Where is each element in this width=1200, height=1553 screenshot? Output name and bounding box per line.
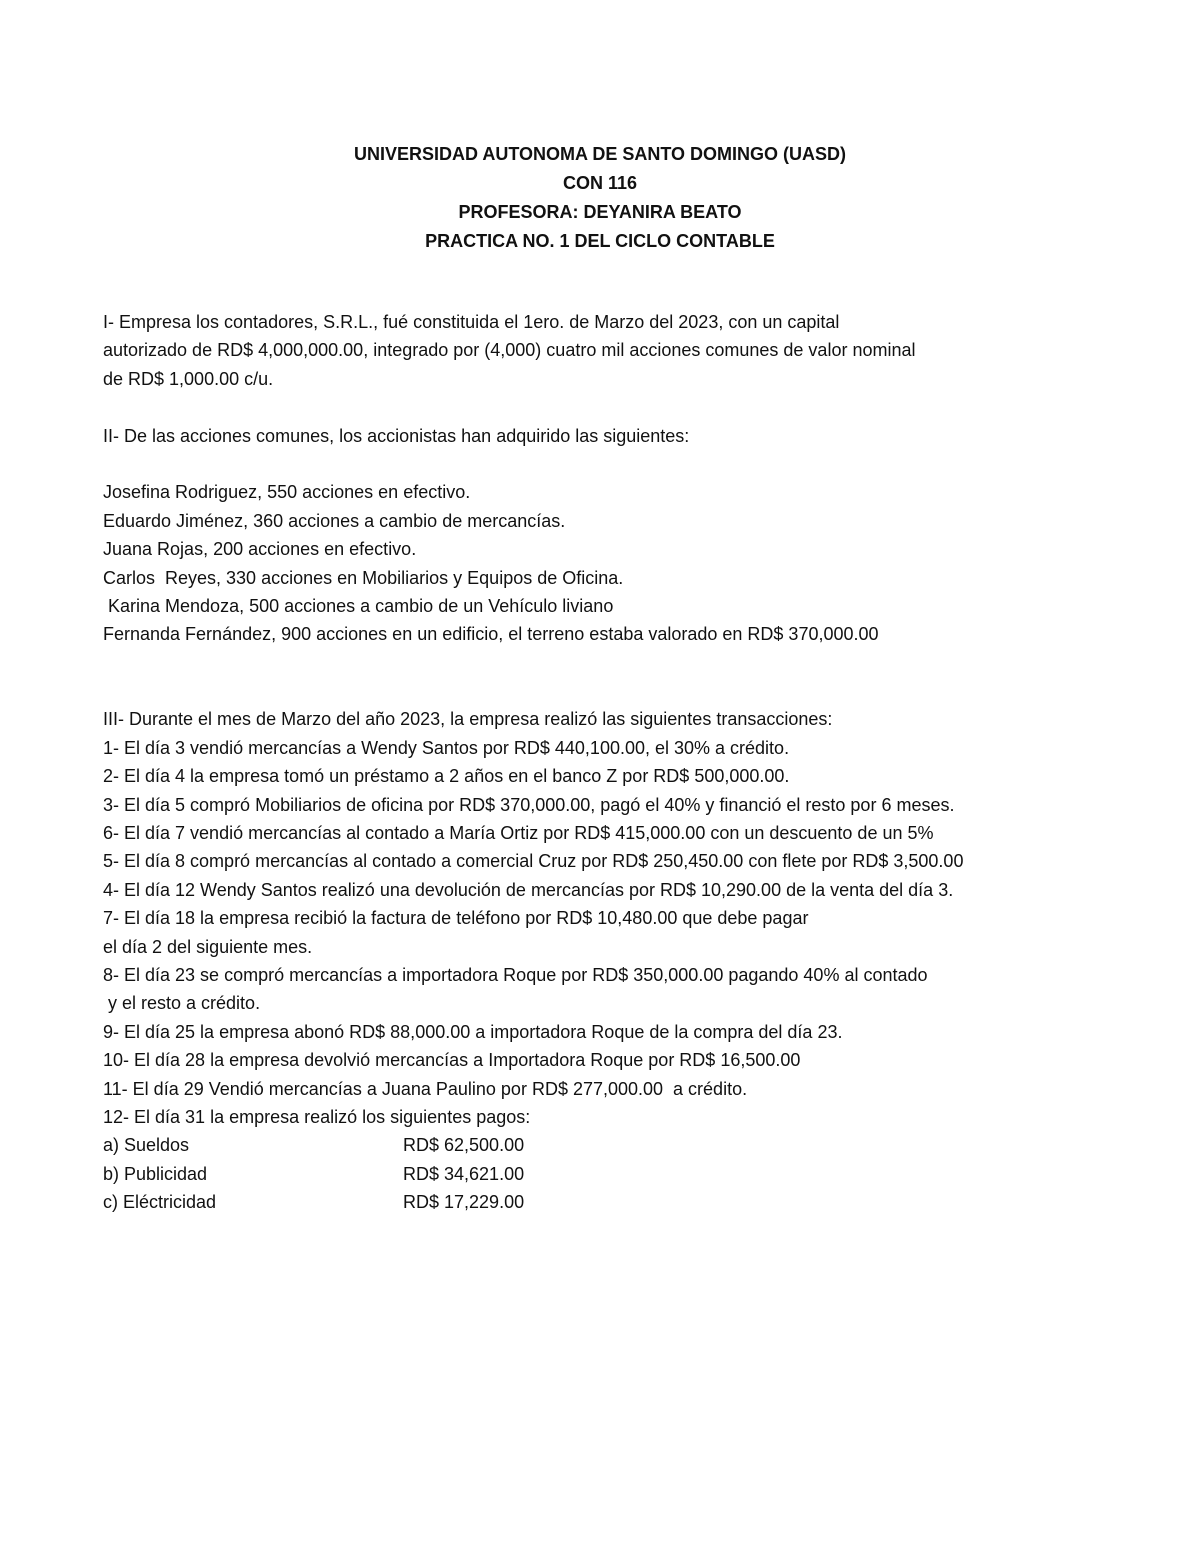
shareholder-item: Josefina Rodriguez, 550 acciones en efectivo. — [103, 482, 471, 503]
transaction-item: 10- El día 28 la empresa devolvió mercancías a Importadora Roque por RD$ 16,500.00 — [103, 1050, 801, 1071]
shareholder-item: Carlos Reyes, 330 acciones en Mobiliarios y Equipos de Oficina. — [103, 567, 624, 588]
transaction-item: 3- El día 5 compró Mobiliarios de oficina por RD$ 370,000.00, pagó el 40% y financió el resto por 6 meses. — [103, 794, 955, 815]
section-1 — [103, 308, 1163, 393]
payment-amount: RD$ 34,621.00 — [403, 1163, 525, 1184]
university-title: UNIVERSIDAD AUTONOMA DE SANTO DOMINGO (UASD) — [353, 144, 846, 164]
practice-title: PRACTICA NO. 1 DEL CICLO CONTABLE — [425, 231, 775, 251]
shareholder-item: Eduardo Jiménez, 360 acciones a cambio de mercancías. — [103, 510, 566, 531]
transaction-item: 12- El día 31 la empresa realizó los siguientes pagos: — [103, 1106, 531, 1127]
section-1-line: de RD$ 1,000.00 c/u. — [103, 368, 274, 389]
payment-label: b) Publicidad — [103, 1163, 208, 1184]
section-2 — [103, 422, 1163, 649]
professor-name: PROFESORA: DEYANIRA BEATO — [458, 202, 742, 222]
document-header — [0, 140, 1200, 256]
payment-amount: RD$ 62,500.00 — [403, 1135, 525, 1156]
payment-row — [103, 1188, 1163, 1216]
section-1-line: I- Empresa los contadores, S.R.L., fué constituida el 1ero. de Marzo del 2023, con un capital — [103, 312, 840, 332]
transaction-item: 8- El día 23 se compró mercancías a importadora Roque por RD$ 350,000.00 pagando 40% al contado — [103, 965, 928, 985]
section-3 — [103, 705, 1163, 1216]
transaction-item: 4- El día 12 Wendy Santos realizó una devolución de mercancías por RD$ 10,290.00 de la venta del día 3. — [103, 879, 954, 900]
transaction-item: 11- El día 29 Vendió mercancías a Juana Paulino por RD$ 277,000.00 a crédito. — [103, 1078, 748, 1099]
section-1-line: autorizado de RD$ 4,000,000.00, integrado por (4,000) cuatro mil acciones comunes de valor nominal — [103, 340, 916, 361]
payment-label: c) Eléctricidad — [103, 1192, 217, 1213]
section-2-intro: II- De las acciones comunes, los accionistas han adquirido las siguientes: — [103, 425, 690, 446]
transaction-item: y el resto a crédito. — [103, 993, 261, 1014]
payment-row — [103, 1131, 1163, 1159]
transaction-item: 5- El día 8 compró mercancías al contado a comercial Cruz por RD$ 250,450.00 con flete por RD$ 3,500.00 — [103, 851, 964, 872]
payment-amount: RD$ 17,229.00 — [403, 1192, 525, 1213]
transaction-item: 7- El día 18 la empresa recibió la factura de teléfono por RD$ 10,480.00 que debe pagar — [103, 908, 809, 929]
transaction-item: 9- El día 25 la empresa abonó RD$ 88,000.00 a importadora Roque de la compra del día 23. — [103, 1021, 843, 1042]
shareholder-item: Fernanda Fernández, 900 acciones en un edificio, el terreno estaba valorado en RD$ 370,000.00 — [103, 624, 879, 645]
transaction-item: 2- El día 4 la empresa tomó un préstamo a 2 años en el banco Z por RD$ 500,000.00. — [103, 766, 790, 787]
course-code: CON 116 — [562, 173, 638, 193]
transaction-item: 1- El día 3 vendió mercancías a Wendy Santos por RD$ 440,100.00, el 30% a crédito. — [103, 737, 790, 758]
transaction-item: 6- El día 7 vendió mercancías al contado a María Ortiz por RD$ 415,000.00 con un descuento de un 5% — [103, 823, 934, 844]
payment-row — [103, 1160, 1163, 1188]
shareholder-item: Karina Mendoza, 500 acciones a cambio de un Vehículo liviano — [103, 595, 614, 616]
section-3-intro: III- Durante el mes de Marzo del año 2023, la empresa realizó las siguientes transacciones: — [103, 709, 833, 730]
shareholder-item: Juana Rojas, 200 acciones en efectivo. — [103, 539, 417, 560]
payment-label: a) Sueldos — [103, 1135, 190, 1156]
transaction-item: el día 2 del siguiente mes. — [103, 936, 313, 957]
document-body — [103, 308, 1163, 1217]
